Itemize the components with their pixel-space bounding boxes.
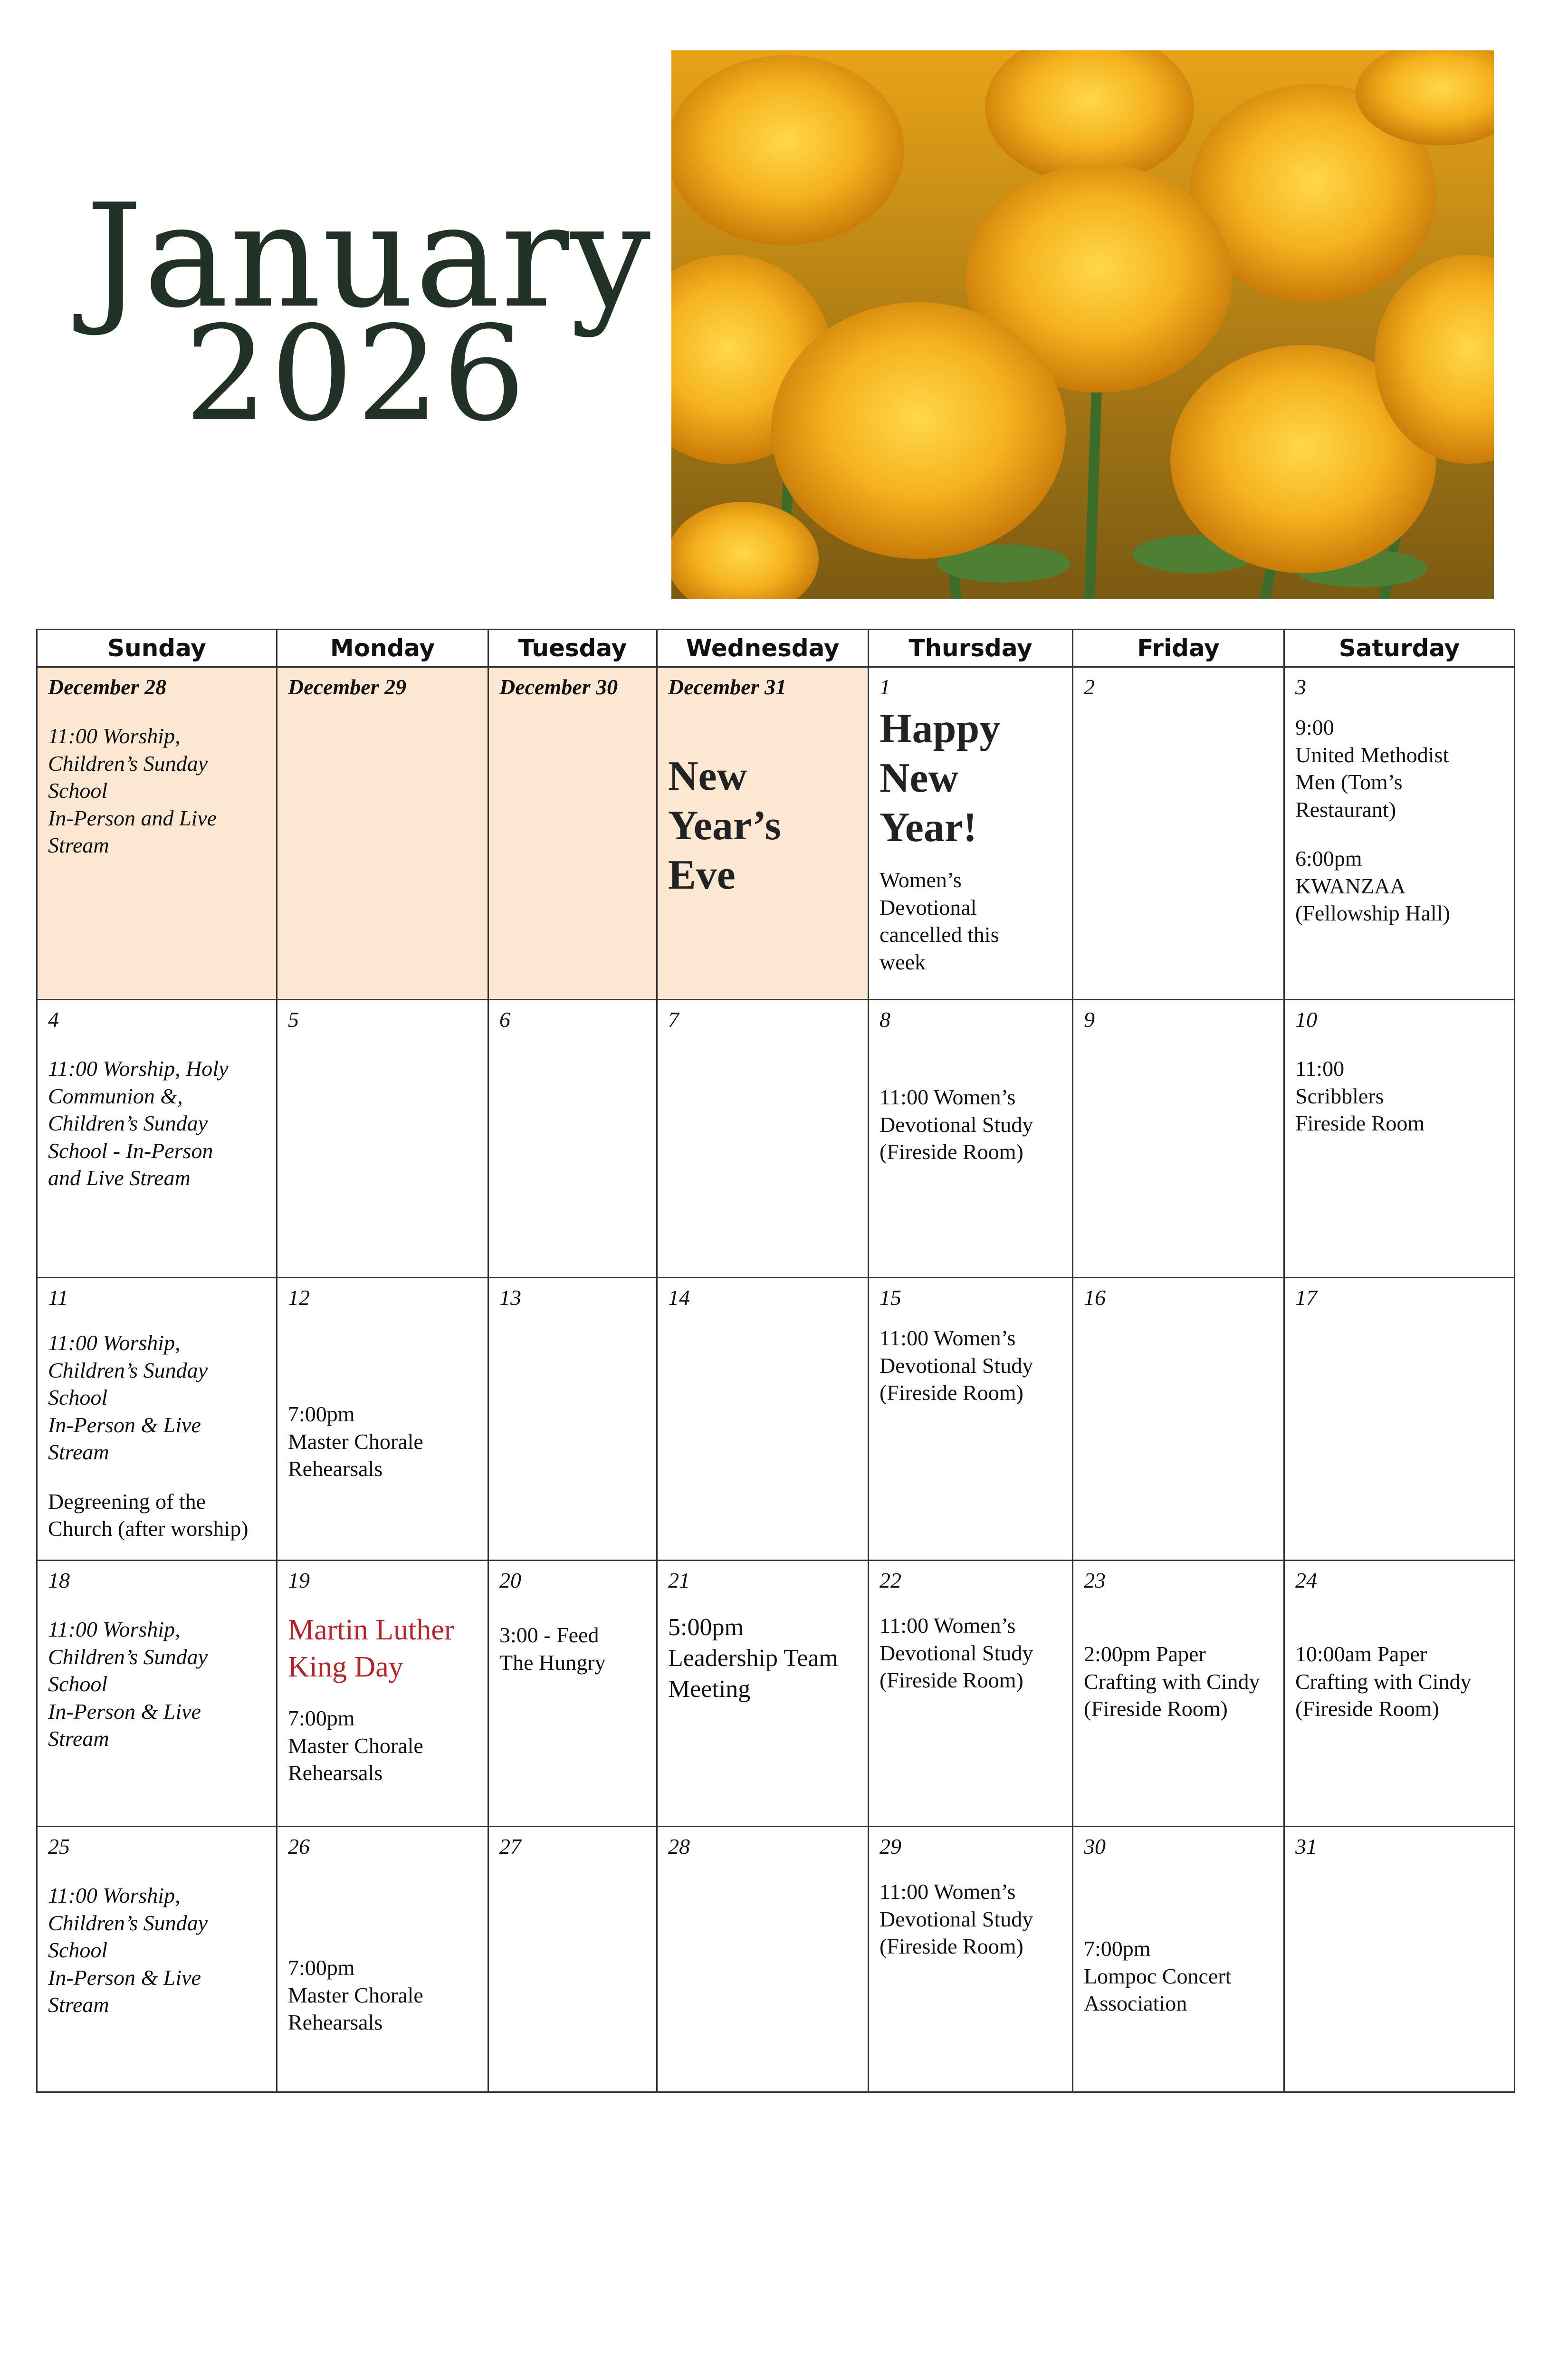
day-cell <box>869 1561 1073 1827</box>
day-date: 3 <box>1295 675 1306 699</box>
new-years-eve-headline: New Year’s Eve <box>668 753 781 898</box>
day-date: 4 <box>48 1007 59 1032</box>
day-cell <box>657 1000 869 1278</box>
day-date: 18 <box>48 1568 70 1592</box>
day-date: 15 <box>880 1285 901 1310</box>
day-cell <box>37 667 277 1000</box>
day-cell <box>657 1278 869 1561</box>
day-cell <box>869 1278 1073 1561</box>
day-date: 13 <box>499 1285 521 1310</box>
day-date: 12 <box>288 1285 310 1310</box>
day-date: 5 <box>288 1007 299 1032</box>
event-text: 11:00 Women’s Devotional Study (Fireside Room) <box>880 1326 1033 1405</box>
event-text: 3:00 - Feed The Hungry <box>499 1623 606 1675</box>
day-cell <box>277 667 488 1000</box>
event-text: 11:00 Women’s Devotional Study (Fireside Room) <box>880 1879 1033 1958</box>
week-row <box>37 1827 1515 2092</box>
day-cell <box>277 1000 488 1278</box>
day-date: 29 <box>880 1834 901 1859</box>
day-date: 31 <box>1295 1834 1317 1859</box>
event-text: 11:00 Women’s Devotional Study (Fireside Room) <box>880 1085 1033 1164</box>
day-cell <box>1284 1827 1515 2092</box>
event-text: Women’s Devotional cancelled this week <box>880 868 999 974</box>
calendar-grid <box>36 629 1515 2093</box>
day-date: 28 <box>668 1834 690 1859</box>
happy-new-year-headline: Happy New Year! <box>880 706 1001 851</box>
day-date: 10 <box>1295 1007 1317 1032</box>
day-cell <box>37 1827 277 2092</box>
day-date: 30 <box>1084 1834 1106 1859</box>
day-cell <box>1284 1561 1515 1827</box>
event-text: 11:00 Worship, Holy Communion &, Children’s Sunday School - In-Person and Live Stream <box>48 1056 229 1190</box>
day-cell <box>277 1278 488 1561</box>
day-date: 7 <box>668 1007 679 1032</box>
weekday-wednesday: Wednesday <box>657 630 869 667</box>
day-date: 2 <box>1084 675 1095 699</box>
day-cell <box>869 1000 1073 1278</box>
weekday-saturday: Saturday <box>1284 630 1515 667</box>
year-title: 2026 <box>184 298 528 450</box>
day-cell <box>1073 667 1284 1000</box>
day-cell <box>657 1561 869 1827</box>
weekday-tuesday: Tuesday <box>488 630 657 667</box>
event-text: 11:00 Worship, Children’s Sunday School In-Person & Live Stream <box>48 1617 208 1751</box>
event-text: 7:00pm Master Chorale Rehearsals <box>288 1706 423 1785</box>
weekday-thursday: Thursday <box>869 630 1073 667</box>
week-row <box>37 1561 1515 1827</box>
day-date: 6 <box>499 1007 510 1032</box>
week-row <box>37 1000 1515 1278</box>
marigold-image <box>671 50 1494 599</box>
day-cell <box>1284 1000 1515 1278</box>
weekday-sunday: Sunday <box>37 630 277 667</box>
day-cell <box>488 667 657 1000</box>
day-cell <box>37 1000 277 1278</box>
event-text: 11:00 Worship, Children’s Sunday School In-Person and Live Stream <box>48 724 217 857</box>
day-date: 23 <box>1084 1568 1106 1592</box>
event-text: 11:00 Scribblers Fireside Room <box>1295 1056 1425 1135</box>
day-cell <box>1073 1827 1284 2092</box>
day-date: 26 <box>288 1834 310 1859</box>
marigold-photo <box>671 50 1494 599</box>
day-date: December 31 <box>668 675 787 699</box>
day-date: December 28 <box>48 675 167 699</box>
day-cell <box>1073 1000 1284 1278</box>
event-text: 11:00 Worship, Children’s Sunday School In-Person & Live Stream <box>48 1331 208 1464</box>
day-cell <box>869 1827 1073 2092</box>
day-cell <box>1073 1278 1284 1561</box>
day-date: 11 <box>48 1285 68 1310</box>
weekday-monday: Monday <box>277 630 488 667</box>
day-cell <box>869 667 1073 1000</box>
day-cell <box>1284 667 1515 1000</box>
day-cell <box>1073 1561 1284 1827</box>
day-date: December 29 <box>288 675 407 699</box>
week-row <box>37 1278 1515 1561</box>
event-text: Degreening of the Church (after worship) <box>48 1489 249 1541</box>
event-text: 11:00 Worship, Children’s Sunday School In-Person & Live Stream <box>48 1883 208 2017</box>
day-date: 9 <box>1084 1007 1095 1032</box>
day-date: 17 <box>1295 1285 1317 1310</box>
day-cell <box>37 1278 277 1561</box>
event-text: 7:00pm Lompoc Concert Association <box>1084 1936 1232 2015</box>
day-date: 20 <box>499 1568 521 1592</box>
weekday-header-row <box>37 630 1515 667</box>
day-cell <box>657 667 869 1000</box>
day-date: 14 <box>668 1285 690 1310</box>
day-cell <box>1284 1278 1515 1561</box>
day-cell <box>488 1561 657 1827</box>
day-date: 19 <box>288 1568 310 1592</box>
day-cell <box>277 1827 488 2092</box>
day-date: 1 <box>880 675 890 699</box>
event-text: 6:00pm KWANZAA (Fellowship Hall) <box>1295 846 1450 925</box>
holiday-mlk-day: Martin Luther King Day <box>288 1614 454 1683</box>
event-text: 10:00am Paper Crafting with Cindy (Fireside Room) <box>1295 1642 1472 1721</box>
day-date: 25 <box>48 1834 70 1859</box>
day-cell <box>37 1561 277 1827</box>
day-date: 21 <box>668 1568 690 1592</box>
day-cell <box>277 1561 488 1827</box>
event-text: 11:00 Women’s Devotional Study (Fireside Room) <box>880 1613 1033 1692</box>
day-date: 24 <box>1295 1568 1317 1592</box>
week-row <box>37 667 1515 1000</box>
day-date: 27 <box>499 1834 521 1859</box>
event-text: 7:00pm Master Chorale Rehearsals <box>288 1955 423 2034</box>
day-date: 22 <box>880 1568 901 1592</box>
event-text: 5:00pm Leadership Team Meeting <box>668 1614 838 1703</box>
event-text: 7:00pm Master Chorale Rehearsals <box>288 1402 423 1481</box>
event-text: 2:00pm Paper Crafting with Cindy (Fireside Room) <box>1084 1642 1260 1721</box>
month-title: January <box>86 173 652 339</box>
weekday-friday: Friday <box>1073 630 1284 667</box>
day-cell <box>488 1278 657 1561</box>
day-date: December 30 <box>499 675 618 699</box>
event-text: 9:00 United Methodist Men (Tom’s Restaurant) <box>1295 715 1449 822</box>
day-cell <box>488 1000 657 1278</box>
day-cell <box>657 1827 869 2092</box>
day-date: 16 <box>1084 1285 1106 1310</box>
day-date: 8 <box>880 1007 890 1032</box>
day-cell <box>488 1827 657 2092</box>
